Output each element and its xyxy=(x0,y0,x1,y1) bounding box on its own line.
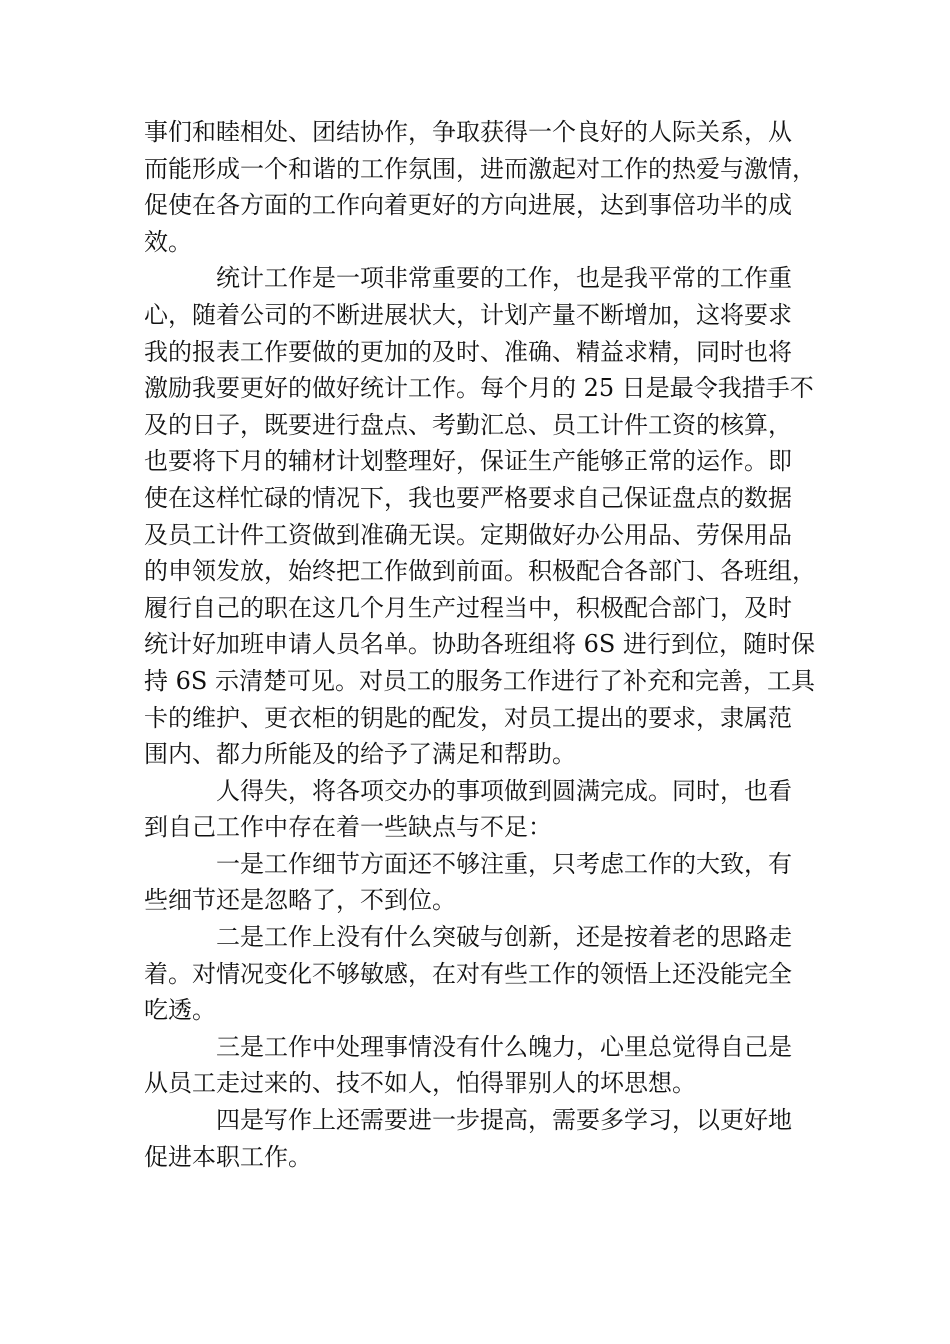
text-line: 四是写作上还需要进一步提高，需要多学习，以更好地 xyxy=(216,1106,792,1135)
text-line: 事们和睦相处、团结协作，争取获得一个良好的人际关系，从 xyxy=(144,118,792,146)
text-line: 的申领发放，始终把工作做到前面。积极配合各部门、各班组， xyxy=(144,557,816,586)
text-line: 效。 xyxy=(144,227,192,256)
text-line: 促使在各方面的工作向着更好的方向进展，达到事倍功半的成 xyxy=(144,191,792,220)
document-body xyxy=(144,114,816,1175)
text-line: 及的日子，既要进行盘点、考勤汇总、员工计件工资的核算， xyxy=(144,410,792,439)
text-line: 我的报表工作要做的更加的及时、准确、精益求精，同时也将 xyxy=(144,337,792,366)
text-line: 一是工作细节方面还不够注重，只考虑工作的大致，有 xyxy=(216,849,792,878)
text-line: 促进本职工作。 xyxy=(144,1142,312,1171)
text-line: 心，随着公司的不断进展状大，计划产量不断增加，这将要求 xyxy=(144,300,792,329)
text-line: 激励我要更好的做好统计工作。每个月的 25 日是最令我措手不 xyxy=(144,374,814,403)
text-line: 吃透。 xyxy=(144,996,216,1025)
text-line: 统计工作是一项非常重要的工作，也是我平常的工作重 xyxy=(216,264,792,293)
text-line: 履行自己的职在这几个月生产过程当中，积极配合部门，及时 xyxy=(144,593,792,622)
text-line: 围内、都力所能及的给予了满足和帮助。 xyxy=(144,740,576,769)
text-line: 也要将下月的辅材计划整理好，保证生产能够正常的运作。即 xyxy=(144,447,792,476)
text-line: 着。对情况变化不够敏感，在对有些工作的领悟上还没能完全 xyxy=(144,959,792,988)
text-line: 卡的维护、更衣柜的钥匙的配发，对员工提出的要求，隶属范 xyxy=(144,703,792,732)
text-line: 及员工计件工资做到准确无误。定期做好办公用品、劳保用品 xyxy=(144,520,792,549)
text-line: 从员工走过来的、技不如人，怕得罪别人的坏思想。 xyxy=(144,1069,696,1098)
text-line: 些细节还是忽略了，不到位。 xyxy=(144,886,456,915)
text-line: 使在这样忙碌的情况下，我也要严格要求自己保证盘点的数据 xyxy=(144,483,792,512)
text-line: 而能形成一个和谐的工作氛围，进而激起对工作的热爱与激情， xyxy=(144,154,816,183)
text-line: 持 6S 示清楚可见。对员工的服务工作进行了补充和完善，工具 xyxy=(144,666,815,695)
text-line: 统计好加班申请人员名单。协助各班组将 6S 进行到位，随时保 xyxy=(144,630,815,659)
text-line: 三是工作中处理事情没有什么魄力，心里总觉得自己是 xyxy=(216,1032,792,1061)
text-line: 人得失，将各项交办的事项做到圆满完成。同时，也看 xyxy=(216,776,792,805)
text-line: 到自己工作中存在着一些缺点与不足： xyxy=(144,813,552,842)
text-line: 二是工作上没有什么突破与创新，还是按着老的思路走 xyxy=(216,923,792,952)
